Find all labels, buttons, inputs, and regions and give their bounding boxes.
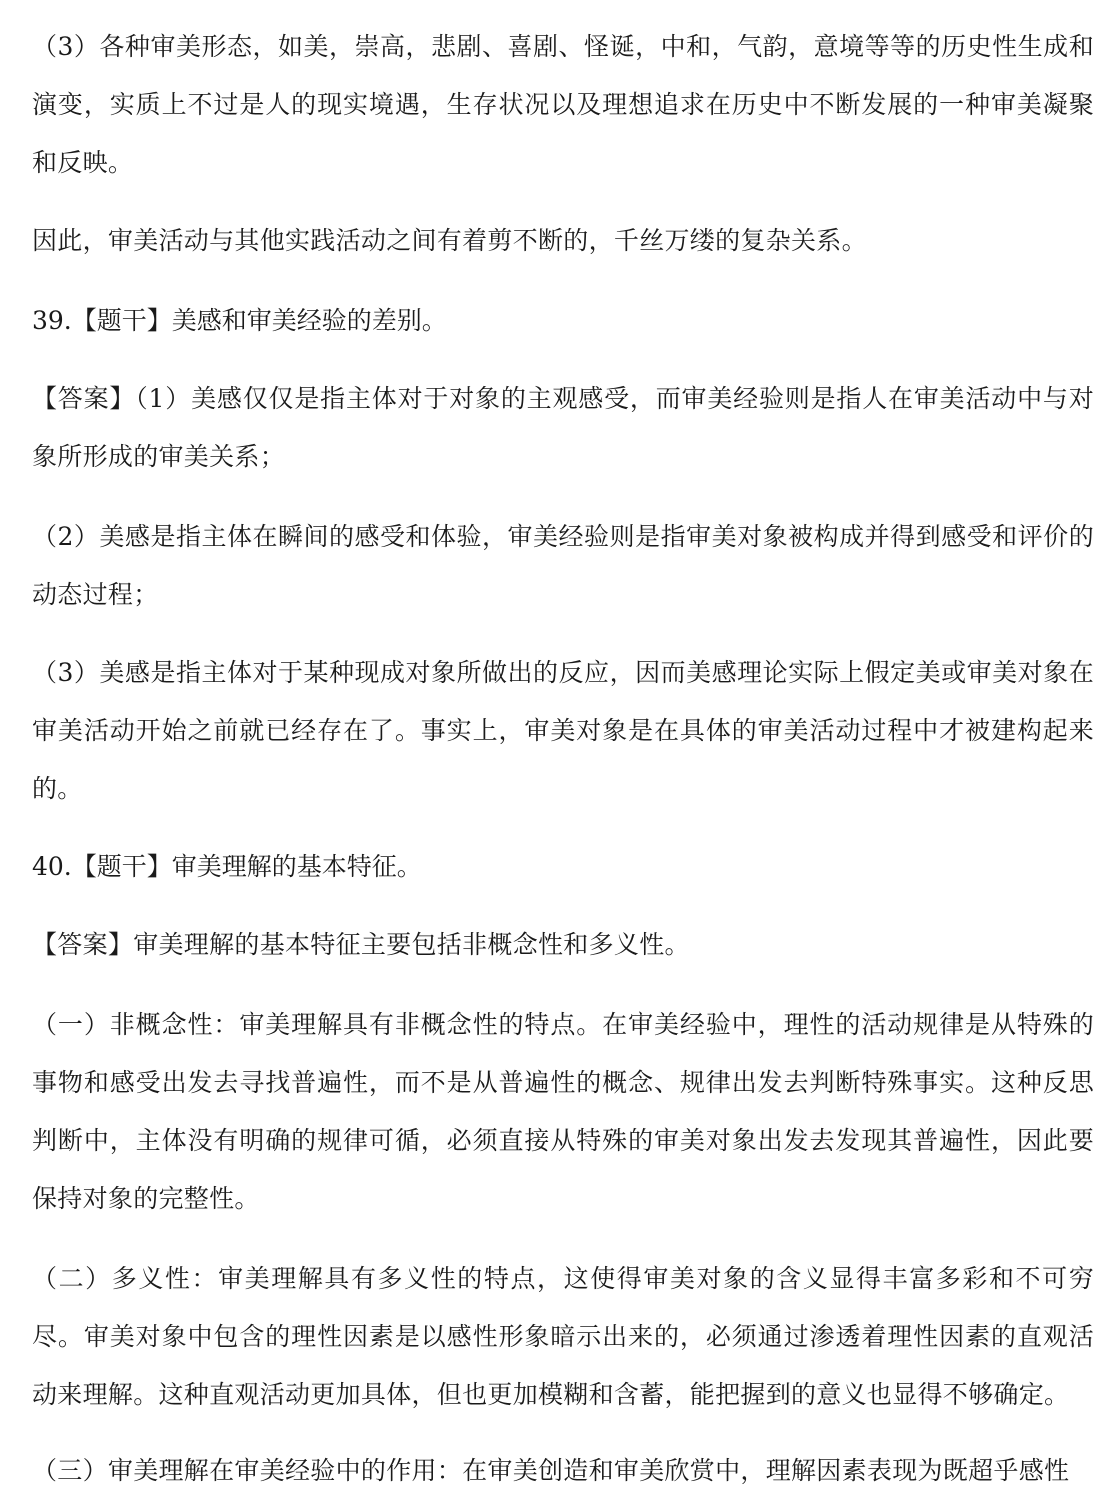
answer-39-point-2: （2）美感是指主体在瞬间的感受和体验，审美经验则是指审美对象被构成并得到感受和评价的动态过程；	[32, 522, 1094, 609]
answer-40-point-2: （二）多义性：审美理解具有多义性的特点，这使得审美对象的含义显得丰富多彩和不可穷尽。审美对象中包含的理性因素是以感性形象暗示出来的，必须通过渗透着理性因素的直观活动来理解。这种直观活动更加具体，但也更加模糊和含蓄，能把握到的意义也显得不够确定。	[32, 1264, 1094, 1409]
paragraph-conclusion: 因此，审美活动与其他实践活动之间有着剪不断的，千丝万缕的复杂关系。	[32, 226, 867, 255]
question-40-heading: 40.【题干】审美理解的基本特征。	[32, 852, 422, 881]
paragraph-aesthetic-forms: （3）各种审美形态，如美，崇高，悲剧、喜剧、怪诞，中和，气韵，意境等等的历史性生成和演变，实质上不过是人的现实境遇，生存状况以及理想追求在历史中不断发展的一种审美凝聚和反映。	[32, 32, 1094, 177]
answer-39-point-3: （3）美感是指主体对于某种现成对象所做出的反应，因而美感理论实际上假定美或审美对象在审美活动开始之前就已经存在了。事实上，审美对象是在具体的审美活动过程中才被建构起来的。	[32, 658, 1094, 803]
question-39-heading: 39.【题干】美感和审美经验的差别。	[32, 306, 447, 335]
answer-40-point-1: （一）非概念性：审美理解具有非概念性的特点。在审美经验中，理性的活动规律是从特殊的事物和感受出发去寻找普遍性，而不是从普遍性的概念、规律出发去判断特殊事实。这种反思判断中，主体没有明确的规律可循，必须直接从特殊的审美对象出发去发现其普遍性，因此要保持对象的完整性。	[32, 1010, 1094, 1213]
answer-40-intro: 【答案】审美理解的基本特征主要包括非概念性和多义性。	[32, 930, 690, 959]
answer-40-point-3: （三）审美理解在审美经验中的作用：在审美创造和审美欣赏中，理解因素表现为既超乎感性	[32, 1456, 1070, 1485]
answer-39-point-1: 【答案】（1）美感仅仅是指主体对于对象的主观感受，而审美经验则是指人在审美活动中与对象所形成的审美关系；	[32, 384, 1094, 471]
